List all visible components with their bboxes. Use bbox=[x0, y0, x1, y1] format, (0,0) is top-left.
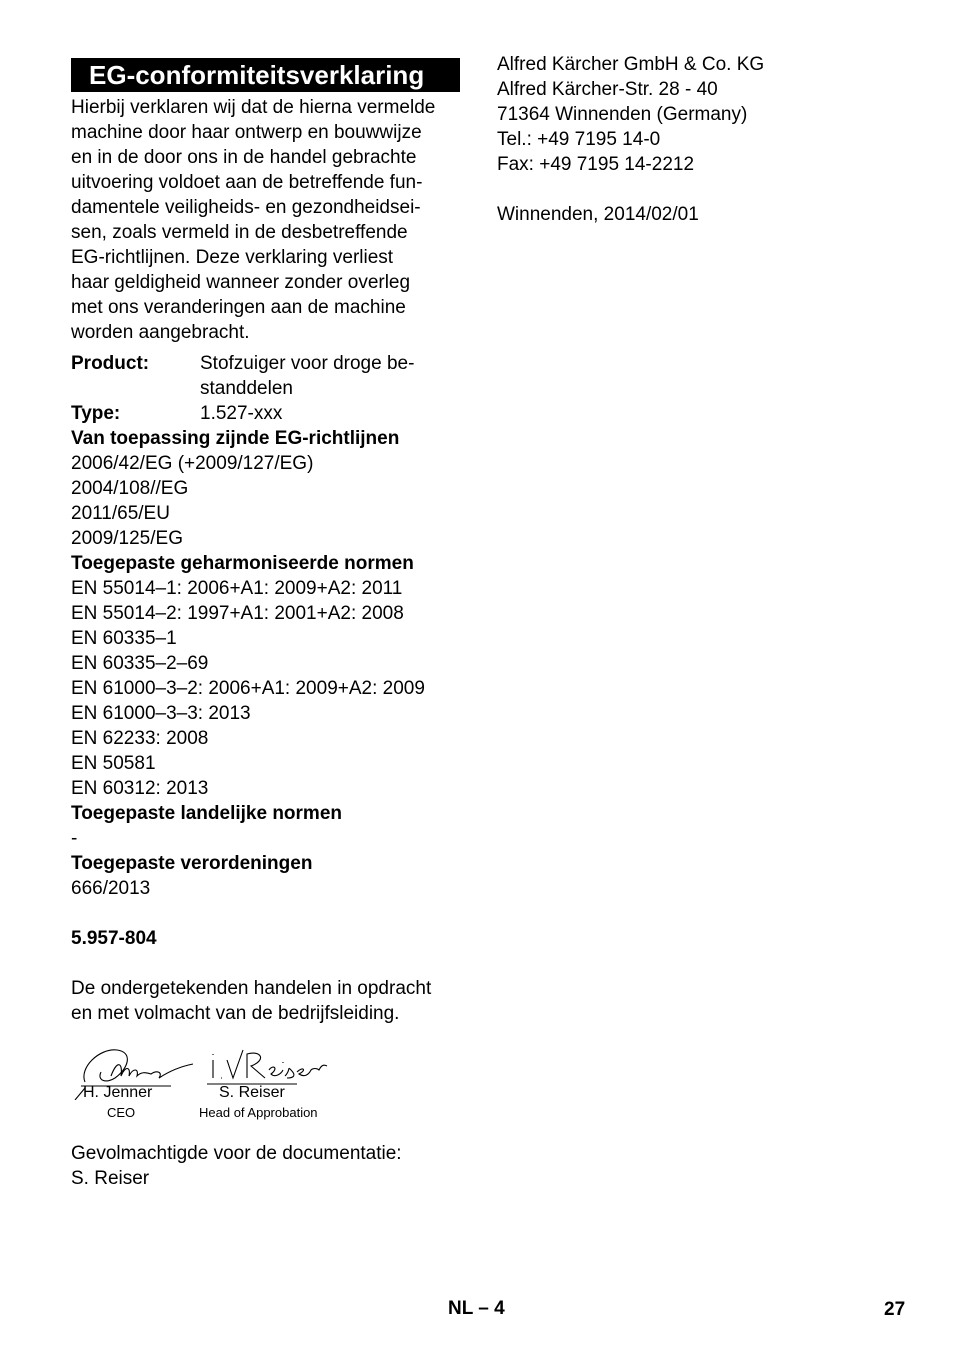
harmonised-item: EN 60335–1 bbox=[71, 628, 177, 649]
signer1-role: CEO bbox=[107, 1105, 136, 1120]
authorised-name: S. Reiser bbox=[71, 1168, 150, 1189]
intro-line: machine door haar ontwerp en bouwwijze bbox=[71, 122, 422, 143]
intro-line: sen, zoals vermeld in de desbetreffende bbox=[71, 222, 408, 243]
signatories-line: en met volmacht van de bedrijfsleiding. bbox=[71, 1003, 400, 1024]
declaration-column bbox=[71, 58, 461, 1191]
signature-reiser bbox=[207, 1050, 327, 1084]
harmonised-item: EN 50581 bbox=[71, 753, 156, 774]
signatories-line: De ondergetekenden handelen in opdracht bbox=[71, 978, 432, 999]
product-value-line: Stofzuiger voor droge be- bbox=[200, 353, 415, 374]
section-code: NL – 4 bbox=[448, 1298, 505, 1319]
signatories-paragraph bbox=[71, 976, 461, 1026]
product-label: Product: bbox=[71, 353, 150, 374]
company-line: Fax: +49 7195 14-2212 bbox=[497, 154, 695, 175]
intro-line: en in de door ons in de handel gebrachte bbox=[71, 147, 417, 168]
harmonised-item: EN 60335–2–69 bbox=[71, 653, 209, 674]
harmonised-heading: Toegepaste geharmoniseerde normen bbox=[71, 553, 414, 574]
company-line: Alfred Kärcher GmbH & Co. KG bbox=[497, 54, 765, 75]
signer2-role: Head of Approbation bbox=[199, 1105, 318, 1120]
harmonised-item: EN 60312: 2013 bbox=[71, 778, 209, 799]
place-date: Winnenden, 2014/02/01 bbox=[497, 204, 699, 225]
regulations-heading: Toegepaste verordeningen bbox=[71, 853, 313, 874]
company-column bbox=[497, 52, 897, 227]
company-line: Tel.: +49 7195 14-0 bbox=[497, 129, 661, 150]
harmonised-item: EN 61000–3–2: 2006+A1: 2009+A2: 2009 bbox=[71, 678, 425, 699]
directive-item: 2009/125/EG bbox=[71, 528, 183, 549]
intro-line: Hierbij verklaren wij dat de hierna vermelde bbox=[71, 97, 436, 118]
signature-block bbox=[71, 1038, 461, 1138]
intro-line: met ons veranderingen aan de machine bbox=[71, 297, 406, 318]
signer1-name: H. Jenner bbox=[83, 1084, 153, 1101]
page-number: 27 bbox=[884, 1299, 906, 1320]
document-number: 5.957-804 bbox=[71, 928, 157, 949]
declaration-title: EG-conformiteitsverklaring bbox=[71, 58, 460, 92]
harmonised-item: EN 55014–1: 2006+A1: 2009+A2: 2011 bbox=[71, 578, 403, 599]
product-value bbox=[200, 351, 461, 401]
type-row bbox=[71, 401, 461, 426]
authorised-label: Gevolmachtigde voor de documentatie: bbox=[71, 1143, 402, 1164]
intro-line: damentele veiligheids- en gezondheidsei- bbox=[71, 197, 421, 218]
intro-line: worden aangebracht. bbox=[71, 322, 250, 343]
national-value: - bbox=[71, 828, 78, 849]
intro-paragraph bbox=[71, 95, 461, 345]
directive-item: 2004/108//EG bbox=[71, 478, 189, 499]
harmonised-item: EN 55014–2: 1997+A1: 2001+A2: 2008 bbox=[71, 603, 404, 624]
company-line: Alfred Kärcher-Str. 28 - 40 bbox=[497, 79, 718, 100]
directive-item: 2006/42/EG (+2009/127/EG) bbox=[71, 453, 314, 474]
type-value: 1.527-xxx bbox=[200, 403, 283, 424]
type-label: Type: bbox=[71, 403, 121, 424]
directive-item: 2011/65/EU bbox=[71, 503, 170, 524]
national-heading: Toegepaste landelijke normen bbox=[71, 803, 343, 824]
directives-heading: Van toepassing zijnde EG-richtlijnen bbox=[71, 428, 400, 449]
product-value-line: standdelen bbox=[200, 378, 293, 399]
harmonised-item: EN 61000–3–3: 2013 bbox=[71, 703, 251, 724]
signer2-name: S. Reiser bbox=[219, 1084, 285, 1101]
intro-line: EG-richtlijnen. Deze verklaring verliest bbox=[71, 247, 394, 268]
intro-line: haar geldigheid wanneer zonder overleg bbox=[71, 272, 411, 293]
company-line: 71364 Winnenden (Germany) bbox=[497, 104, 748, 125]
product-row bbox=[71, 351, 461, 401]
intro-line: uitvoering voldoet aan de betreffende fun- bbox=[71, 172, 423, 193]
harmonised-item: EN 62233: 2008 bbox=[71, 728, 209, 749]
regulations-value: 666/2013 bbox=[71, 878, 151, 899]
